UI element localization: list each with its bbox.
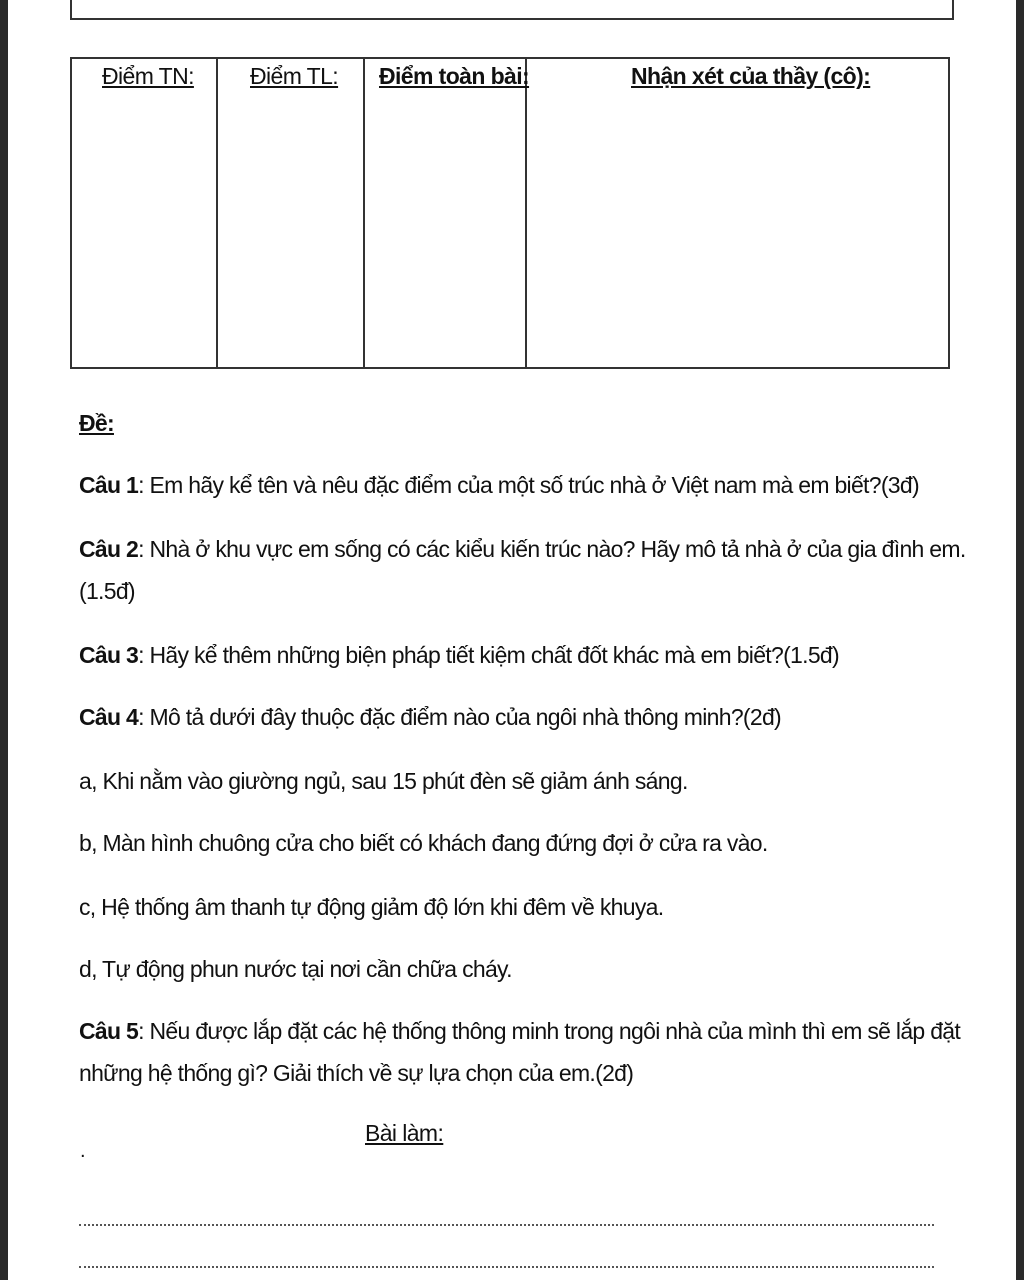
question-2-text: : Nhà ở khu vực em sống có các kiểu kiến trúc nào? Hãy mô tả nhà ở của gia đình em. <box>138 536 966 562</box>
question-5-continuation: những hệ thống gì? Giải thích về sự lựa chọn của em.(2đ) <box>79 1060 634 1086</box>
question-2-label: Câu 2 <box>79 536 139 562</box>
question-1 <box>79 472 919 499</box>
question-4-option-d: d, Tự động phun nước tại nơi cần chữa cháy. <box>79 956 512 982</box>
answer-line-2[interactable] <box>79 1266 934 1268</box>
question-4-option-c: c, Hệ thống âm thanh tự động giảm độ lớn khi đêm về khuya. <box>79 894 664 920</box>
header-info-box <box>70 0 954 20</box>
question-1-text: : Em hãy kể tên và nêu đặc điểm của một số trúc nhà ở Việt nam mà em biết?(3đ) <box>138 472 919 498</box>
score-table <box>70 57 950 369</box>
question-5 <box>79 1018 960 1045</box>
score-cell-tl <box>218 59 365 367</box>
question-2-continuation: (1.5đ) <box>79 578 135 604</box>
question-4-text: : Mô tả dưới đây thuộc đặc điểm nào của ngôi nhà thông minh?(2đ) <box>138 704 782 730</box>
score-header-comment: Nhận xét của thầy (cô): <box>631 63 871 89</box>
score-header-tn: Điểm TN: <box>102 63 194 89</box>
exam-heading: Đề: <box>79 410 114 436</box>
score-cell-total <box>365 59 530 367</box>
question-5-text: : Nếu được lắp đặt các hệ thống thông minh trong ngôi nhà của mình thì em sẽ lắp đặt <box>138 1018 961 1044</box>
page-edge-right <box>1016 0 1024 1280</box>
page-edge-left <box>0 0 8 1280</box>
stray-dot: . <box>80 1140 86 1162</box>
question-4-option-b: b, Màn hình chuông cửa cho biết có khách đang đứng đợi ở cửa ra vào. <box>79 830 768 856</box>
score-cell-comment <box>527 59 948 367</box>
question-4-label: Câu 4 <box>79 704 139 730</box>
question-3-label: Câu 3 <box>79 642 139 668</box>
score-cell-tn <box>72 59 218 367</box>
question-3-text: : Hãy kể thêm những biện pháp tiết kiệm chất đốt khác mà em biết?(1.5đ) <box>138 642 839 668</box>
question-1-label: Câu 1 <box>79 472 139 498</box>
question-4-option-a: a, Khi nằm vào giường ngủ, sau 15 phút đèn sẽ giảm ánh sáng. <box>79 768 688 794</box>
answer-line-1[interactable] <box>79 1224 934 1226</box>
answer-heading: Bài làm: <box>365 1120 444 1146</box>
score-header-tl: Điểm TL: <box>250 63 339 89</box>
question-4 <box>79 704 781 731</box>
question-3 <box>79 642 839 669</box>
question-5-label: Câu 5 <box>79 1018 139 1044</box>
score-header-total: Điểm toàn bài: <box>379 63 530 89</box>
question-2 <box>79 536 966 563</box>
